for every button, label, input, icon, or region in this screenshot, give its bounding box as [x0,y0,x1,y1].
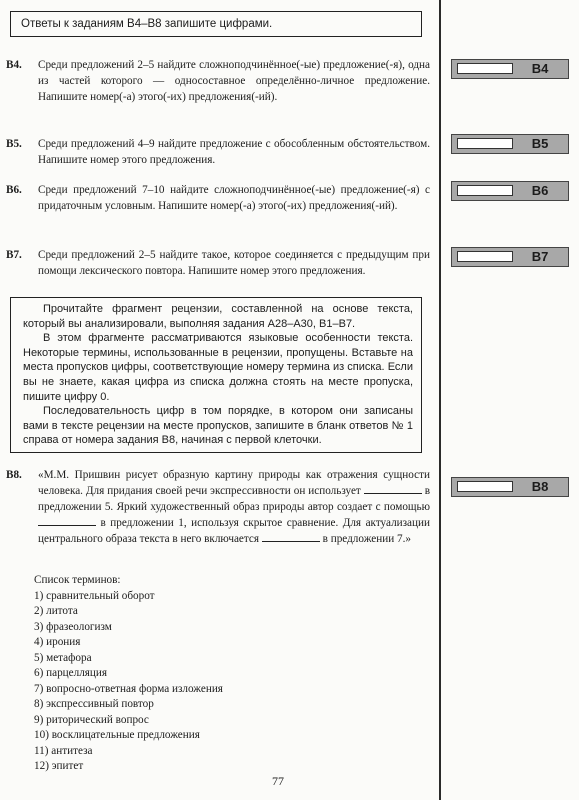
task-text: Среди предложений 7–10 найдите сложноподчинённое(-ые) предложение(-я) с придаточным условным. Напишите номер(-а) этого(-их) предложения(-ий). [38,184,430,212]
answer-blank-1[interactable] [364,483,422,494]
review-fragment [38,467,430,547]
answer-label: В8 [531,479,549,494]
term-item: 4) ирония [34,636,81,648]
task-b5 [6,136,430,168]
terms-title: Список терминов: [34,574,121,586]
info-paragraph-3: Последовательность цифр в том порядке, в котором они записаны вами в тексте рецензии на месте пропусков, запишите в бланк ответов № 1 справа от номера задания В8, начиная с первой клеточки. [23,405,413,447]
answer-label: В6 [531,183,549,198]
review-text-1: «М.М. Пришвин рисует образную картину природы как отражения сущности человека. Для придания своей речи экспрессивности он использует [38,469,430,497]
answer-box-b7 [451,247,569,267]
info-paragraph-1: Прочитайте фрагмент рецензии, составленной на основе текста, который вы анализировали, выполняя задания А28–А30, В1–В7. [23,303,413,330]
task-number: В7. [6,249,22,261]
answer-label: В4 [531,61,549,76]
margin-divider-line [439,0,441,800]
info-paragraph-2: В этом фрагменте рассматриваются языковые особенности текста. Некоторые термины, использованные в рецензии, пропущены. Вставьте на места пропусков цифры, соответствующие номеру термина из списка. Если вы не знаете, какая цифра из списка должна стоять на месте пропуска, пишите цифру 0. [23,332,413,403]
term-item: 10) восклицательные предложения [34,729,200,741]
answer-cell[interactable] [457,481,513,492]
task-number: В4. [6,59,22,71]
answer-label: В5 [531,136,549,151]
term-item: 8) экспрессивный повтор [34,698,154,710]
answer-cell[interactable] [457,138,513,149]
task-number: В6. [6,184,22,196]
task-b6 [6,182,430,214]
review-text-2: в предложении 5. Яркий художественный образ природы автор создает с помощью [38,485,431,513]
task-text: Среди предложений 2–5 найдите сложноподчинённое(-ые) предложение(-я), одна из частей которого — односоставное определённо-личное предложение. Напишите номер(-а) этого(-их) предложения(-ий). [38,59,430,103]
answer-cell[interactable] [457,63,513,74]
answer-blank-2[interactable] [38,515,96,526]
task-b4 [6,57,430,105]
page-number: 77 [272,774,284,788]
term-item: 11) антитеза [34,744,93,757]
instruction-box: Ответы к заданиям В4–В8 запишите цифрами. [10,11,422,37]
term-item: 9) риторический вопрос [34,713,149,726]
answer-cell[interactable] [457,185,513,196]
review-instructions-box [10,297,422,453]
term-item: 3) фразеологизм [34,620,112,633]
task-text: Среди предложений 2–5 найдите такое, которое соединяется с предыдущим при помощи лексического повтора. Напишите номер этого предложения. [38,249,430,277]
task-b7 [6,247,430,279]
term-item: 12) эпитет [34,760,84,772]
task-number: В8. [6,469,22,481]
answer-blank-3[interactable] [262,531,320,542]
term-item: 5) метафора [34,651,92,664]
answer-label: В7 [531,249,549,264]
task-number: В5. [6,138,22,150]
answer-cell[interactable] [457,251,513,262]
task-text: Среди предложений 4–9 найдите предложение с обособленным обстоятельством. Напишите номер этого предложения. [38,138,430,166]
term-item: 7) вопросно-ответная форма изложения [34,682,223,695]
term-item: 2) литота [34,605,78,617]
answer-box-b6 [451,181,569,201]
answer-box-b4 [451,59,569,79]
term-item: 1) сравнительный оборот [34,589,155,602]
terms-list [34,573,223,775]
review-text-3: в предложении 1, используя скрытое сравнение. Для актуализации центрального образа текста в него включается [38,517,430,545]
task-b8 [6,467,430,547]
review-text-4: в предложении 7.» [322,533,411,545]
term-item: 6) парцелляция [34,667,108,679]
answer-box-b8 [451,477,569,497]
answer-box-b5 [451,134,569,154]
